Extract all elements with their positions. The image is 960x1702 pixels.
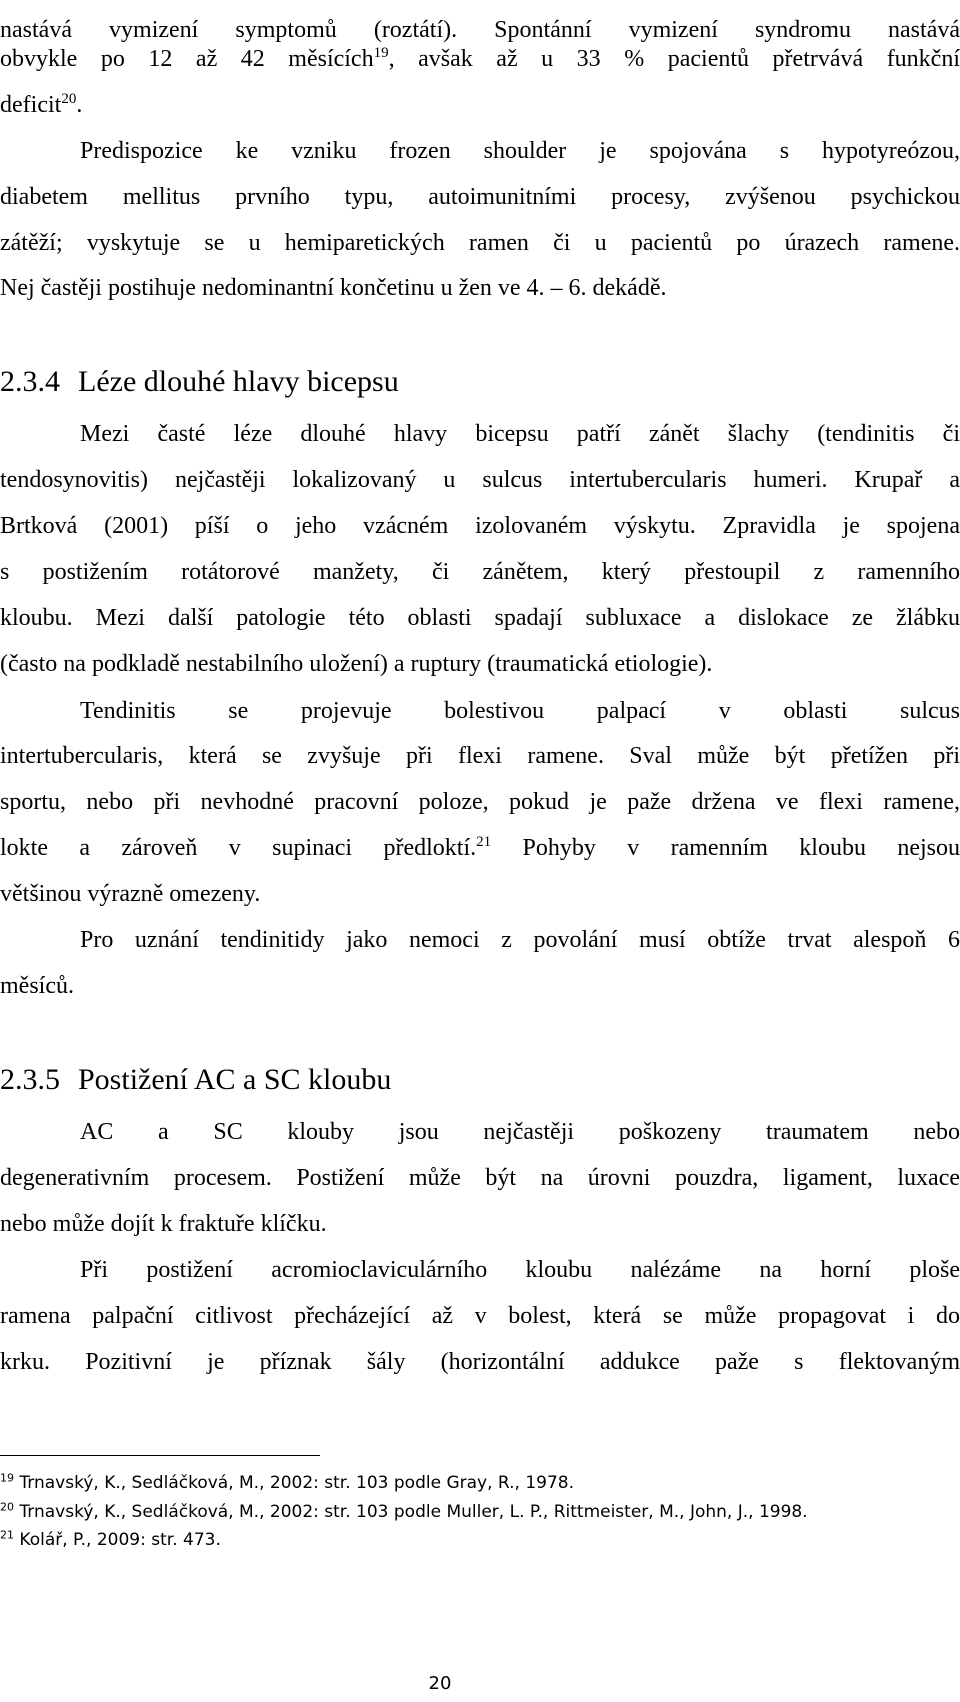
- text-line: měsíců.: [0, 973, 74, 999]
- text-line: deficit$^{20}$.: [0, 91, 83, 118]
- text-line: AC a SC klouby jsou nejčastěji poškozeny traumatem nebo: [80, 1119, 960, 1145]
- text-line: zátěží; vyskytuje se u hemiparetických ramen či u pacientů po úrazech ramene.: [0, 230, 960, 256]
- text-line: degenerativním procesem. Postižení může být na úrovni pouzdra, ligament, luxace: [0, 1165, 960, 1191]
- section-title: Léze dlouhé hlavy bicepsu: [78, 365, 399, 398]
- text-line: nebo může dojít k fraktuře klíčku.: [0, 1211, 327, 1237]
- text-line: tendosynovitis) nejčastěji lokalizovaný u sulcus intertubercularis humeri. Krupař a: [0, 467, 960, 493]
- text-line: Tendinitis se projevuje bolestivou palpací v oblasti sulcus: [80, 698, 960, 724]
- text-line: sportu, nebo při nevhodné pracovní poloze, pokud je paže držena ve flexi ramene,: [0, 789, 960, 815]
- page-number: 20: [428, 1673, 452, 1694]
- text-line: většinou výrazně omezeny.: [0, 881, 261, 907]
- text-line: obvykle po 12 až 42 měsících$^{19}$, avšak až u 33 % pacientů přetrvává funkční: [0, 45, 960, 72]
- footnote-text: Kolář, P., 2009: str. 473.: [19, 1530, 221, 1550]
- footnote-mark: 21: [0, 1528, 14, 1542]
- footnote-ref: 20: [61, 91, 77, 107]
- footnote: [0, 1501, 808, 1523]
- text-line: s postižením rotátorové manžety, či zánětem, který přestoupil z ramenního: [0, 559, 960, 585]
- footnote-separator: [0, 1455, 320, 1456]
- text-line: Predispozice ke vzniku frozen shoulder je spojována s hypotyreózou,: [80, 138, 960, 164]
- footnote-ref: 21: [476, 834, 492, 850]
- text-line: Pro uznání tendinitidy jako nemoci z povolání musí obtíže trvat alespoň 6: [80, 927, 960, 953]
- text-line: lokte a zároveň v supinaci předloktí.$^{21}$ Pohyby v ramenním kloubu nejsou: [0, 834, 960, 861]
- text-line: Při postižení acromioclaviculárního kloubu nalézáme na horní ploše: [80, 1257, 960, 1283]
- section-number: 2.3.4: [0, 365, 60, 398]
- text-line: Mezi časté léze dlouhé hlavy bicepsu patří zánět šlachy (tendinitis či: [80, 421, 960, 447]
- footnote-mark: 20: [0, 1500, 14, 1514]
- text-line: nastává vymizení symptomů (roztátí). Spontánní vymizení syndromu nastává: [0, 17, 960, 43]
- text-line: (často na podkladě nestabilního uložení) a ruptury (traumatická etiologie).: [0, 651, 713, 677]
- text-line: diabetem mellitus prvního typu, autoimunitními procesy, zvýšenou psychickou: [0, 184, 960, 210]
- footnote-text: Trnavský, K., Sedláčková, M., 2002: str. 103 podle Muller, L. P., Rittmeister, M., John, J., 1998.: [19, 1502, 808, 1522]
- text-line: ramena palpační citlivost přecházející až v bolest, která se může propagovat i do: [0, 1303, 960, 1329]
- footnote-ref: 19: [373, 45, 389, 61]
- footnote: [0, 1472, 574, 1494]
- text-line: Nej častěji postihuje nedominantní končetinu u žen ve 4. – 6. dekádě.: [0, 275, 667, 301]
- text-line: Brtková (2001) píší o jeho vzácném izolovaném výskytu. Zpravidla je spojena: [0, 513, 960, 539]
- text-line: kloubu. Mezi další patologie této oblasti spadají subluxace a dislokace ze žlábku: [0, 605, 960, 631]
- section-number: 2.3.5: [0, 1063, 60, 1096]
- text-line: krku. Pozitivní je příznak šály (horizontální addukce paže s flektovaným: [0, 1349, 960, 1375]
- section-title: Postižení AC a SC kloubu: [78, 1063, 392, 1096]
- footnote-text: Trnavský, K., Sedláčková, M., 2002: str. 103 podle Gray, R., 1978.: [19, 1473, 574, 1493]
- footnote-mark: 19: [0, 1471, 14, 1485]
- footnote: [0, 1529, 221, 1551]
- section-heading: [0, 364, 960, 400]
- text-line: intertubercularis, která se zvyšuje při flexi ramene. Sval může být přetížen při: [0, 743, 960, 769]
- section-heading: [0, 1062, 960, 1098]
